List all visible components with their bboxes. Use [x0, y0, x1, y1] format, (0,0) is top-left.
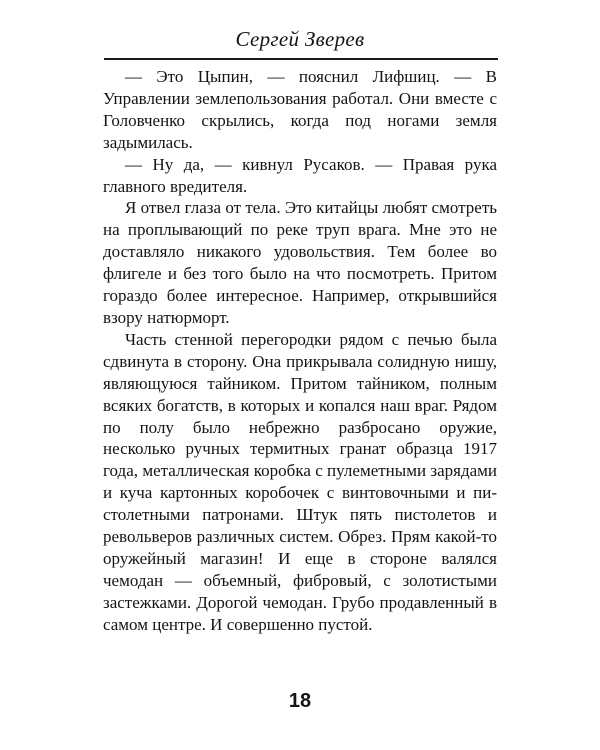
header-rule	[104, 58, 498, 60]
paragraph: Я отвел глаза от тела. Это китайцы любят смотреть на проплывающий по реке труп врага. Мне это не доставляло никакого удовольствия. Тем более во флигеле и без того было на что посмотреть. Притом гораздо более интересное. Например, открывшийся взору натюрморт.	[103, 198, 497, 327]
running-head-author: Сергей Зверев	[235, 27, 365, 51]
paragraph: Часть стенной перегородки рядом с печью была сдвинута в сторону. Она прикрывала солидную нишу, являющуюся тайником. Притом тайником, полным всяких богатств, в которых и копался наш враг. Рядом по полу было небрежно разбросано оружие, несколько ручных термитных гранат образца 1917 года, металлическая коробка с пулеметными зарядами и куча картонных коробочек с винтовочными и пистолетными патронами. Штук пять пистолетов и револьверов различных систем. Обрез. Прям какой-то оружейный магазин! И еще в стороне валялся чемодан — объемный, фибровый, с золотистыми застежками. Дорогой чемодан. Грубо продавленный в самом центре. И совершенно пустой.	[103, 329, 497, 634]
paragraph: — Ну да, — кивнул Русаков. — Правая рука главного вредителя.	[103, 154, 497, 196]
body-text	[103, 66, 497, 636]
page-number: 18	[288, 690, 312, 712]
paragraph: — Это Цыпин, — пояснил Лифшиц. — В Управлении землепользования работал. Они вместе с Головченко скрылись, когда под ногами земля задымилась.	[103, 67, 497, 152]
